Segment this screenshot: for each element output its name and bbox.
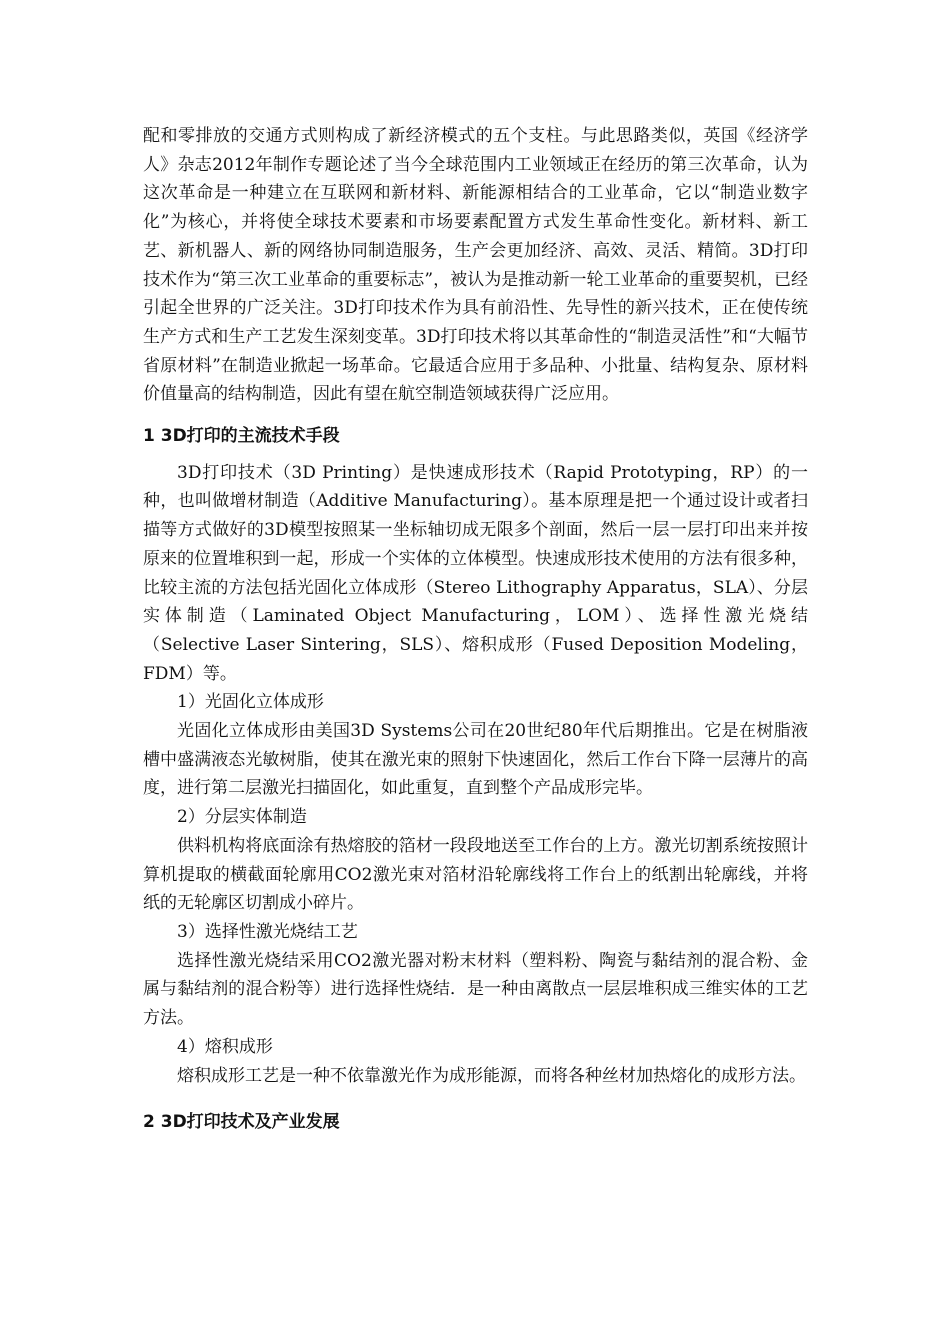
item-3-title: 3）选择性激光烧结工艺 (177, 921, 358, 942)
item-4-title: 4）熔积成形 (177, 1036, 273, 1057)
item-3-text: 选择性激光烧结采用CO2激光器对粉末材料（塑料粉、陶瓷与黏结剂的混合粉、金属与黏结剂的混合粉等）进行选择性烧结．是一种由离散点一层层堆积成三维实体的工艺方法。 (143, 950, 808, 1029)
section-1-paragraph: 3D打印技术（3D Printing）是快速成形技术（Rapid Prototyping，RP）的一种，也叫做增材制造（Additive Manufacturing）。基本原理是把一个通过设计或者扫描等方式做好的3D模型按照某一坐标轴切成无限多个剖面，然后一层一层打印出来并按原来的位置堆积到一起，形成一个实体的立体模型。快速成形技术使用的方法有很多种，比较主流的方法包括光固化立体成形（Stereo Lithography Apparatus，SLA）、分层实体制造（Laminated Object Manufacturing，LOM）、选择性激光烧结（Selective Laser Sintering，SLS）、熔积成形（Fused Deposition Modeling，FDM）等。 (143, 462, 808, 684)
item-2-text: 供料机构将底面涂有热熔胶的箔材一段段地送至工作台的上方。激光切割系统按照计算机提取的横截面轮廓用CO2激光束对箔材沿轮廓线将工作台上的纸割出轮廓线，并将纸的无轮廓区切割成小碎片。 (143, 835, 808, 914)
item-2-title: 2）分层实体制造 (177, 807, 307, 828)
intro-paragraph: 配和零排放的交通方式则构成了新经济模式的五个支柱。与此思路类似，英国《经济学人》杂志2012年制作专题论述了当今全球范围内工业领域正在经历的第三次革命，认为这次革命是一种建立在互联网和新材料、新能源相结合的工业革命，它以“制造业数字化”为核心，并将使全球技术要素和市场要素配置方式发生革命性变化。新材料、新工艺、新机器人、新的网络协同制造服务，生产会更加经济、高效、灵活、精简。3D打印技术作为“第三次工业革命的重要标志”，被认为是推动新一轮工业革命的重要契机，已经引起全世界的广泛关注。3D打印技术作为具有前沿性、先导性的新兴技术，正在使传统生产方式和生产工艺发生深刻变革。3D打印技术将以其革命性的“制造灵活性”和“大幅节省原材料”在制造业掀起一场革命。它最适合应用于多品种、小批量、结构复杂、原材料价值量高的结构制造，因此有望在航空制造领域获得广泛应用。 (143, 126, 808, 405)
item-1-title: 1）光固化立体成形 (177, 692, 324, 713)
document-page (143, 122, 808, 1137)
section-1-heading: 1 3D打印的主流技术手段 (143, 426, 340, 447)
item-1-text: 光固化立体成形由美国3D Systems公司在20世纪80年代后期推出。它是在树脂液槽中盛满液态光敏树脂，使其在激光束的照射下快速固化，然后工作台下降一层薄片的高度，进行第二层激光扫描固化，如此重复，直到整个产品成形完毕。 (143, 721, 808, 799)
item-4-text: 熔积成形工艺是一种不依靠激光作为成形能源，而将各种丝材加热熔化的成形方法。 (177, 1065, 806, 1086)
section-2-heading: 2 3D打印技术及产业发展 (143, 1112, 340, 1133)
